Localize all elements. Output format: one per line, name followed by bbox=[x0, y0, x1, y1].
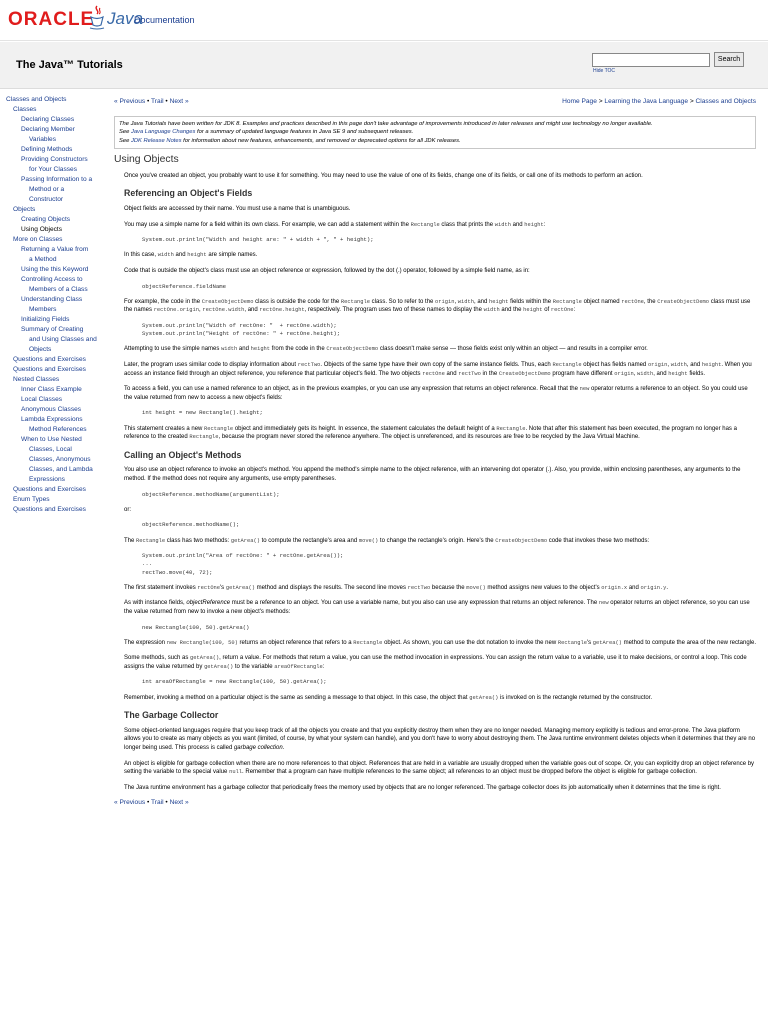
subheading-garbage-collector: The Garbage Collector bbox=[124, 710, 219, 721]
toc-item[interactable]: Understanding Class bbox=[21, 296, 83, 303]
bottom-nav bbox=[114, 799, 756, 809]
toc-item[interactable]: Defining Methods bbox=[21, 146, 73, 153]
toc-item[interactable]: Questions and Exercises bbox=[13, 356, 86, 363]
section-heading: Using Objects bbox=[114, 154, 179, 166]
toc-item[interactable]: Constructor bbox=[29, 196, 64, 203]
paragraph: or: bbox=[124, 506, 132, 513]
code-block: int areaOfRectangle = new Rectangle(100, 50).getArea(); bbox=[142, 678, 327, 686]
nav-separator: • bbox=[163, 98, 170, 105]
toc-item[interactable]: a Method bbox=[29, 256, 57, 263]
top-bar bbox=[0, 0, 768, 41]
breadcrumb-separator: > bbox=[688, 98, 696, 105]
paragraph: Later, the program uses similar code to display information about rectTwo. Objects of the same type have their own copy of the same instance fields. Thus, each Rectangle object has fields named origin, width, and height. When you access an instance field through an object reference, you reference that particular object's field. The two objects rectOne and rectTwo in the CreateObjectDemo program have different origin, width, and height fields. bbox=[124, 361, 752, 377]
toc-item[interactable]: More on Classes bbox=[13, 236, 63, 243]
paragraph: Some methods, such as getArea(), return a value. For methods that return a value, you can use the method invocation in expressions. You can assign the return value to a variable, use it to make decisions, or control a loop. This code assigns the value returned by getArea() to the variable areaOfRectangle: bbox=[124, 655, 747, 670]
toc-item[interactable]: Classes, and Lambda bbox=[29, 466, 93, 473]
note-line: The Java Tutorials have been written for JDK 8. Examples and practices described in this page don't take advantage of improvements introduced in later releases and might use technology no longer available. bbox=[119, 121, 653, 127]
toc-item[interactable]: Anonymous Classes bbox=[21, 406, 82, 413]
paragraph: Once you've created an object, you probably want to use it for something. You may need to use the value of one of its fields, change one of its fields, or call one of its methods to perform an action. bbox=[124, 172, 643, 179]
sidebar-toc bbox=[0, 95, 108, 515]
code-block: int height = new Rectangle().height; bbox=[142, 409, 263, 417]
paragraph: For example, the code in the CreateObjectDemo class is outside the code for the Rectangle class. So to refer to the origin, width, and height fields within the Rectangle object named rectOne, the CreateObjectDemo class must use the names rectOne.origin, rectOne.width, and rectOne.height, respectively. The program uses two of these names to display the width and the height of rectOne: bbox=[124, 298, 751, 314]
paragraph: The first statement invokes rectOne's getArea() method and displays the results. The second line moves rectTwo because the move() method assigns new values to the object's origin.x and origin.y. bbox=[124, 584, 669, 591]
nav-separator: • bbox=[145, 799, 152, 807]
toc-item[interactable]: Local Classes bbox=[21, 396, 63, 403]
toc-item[interactable]: Classes, Local bbox=[29, 446, 72, 453]
paragraph: To access a field, you can use a named reference to an object, as in the previous examples, or you can use any expression that returns an object reference. Recall that the new operator returns a reference to an object. So you could use the value returned from new to access a new object's fields: bbox=[124, 386, 748, 401]
toc-item[interactable]: Members of a Class bbox=[29, 286, 88, 293]
toc-item[interactable]: Variables bbox=[29, 136, 56, 143]
paragraph: The Java runtime environment has a garbage collector that periodically frees the memory used by objects that are no longer referenced. The garbage collector does its job automatically when it determines that the time is right. bbox=[124, 784, 721, 791]
trail-link[interactable]: Trail bbox=[151, 799, 164, 807]
paragraph: An object is eligible for garbage collection when there are no more references to that object. References that are held in a variable are usually dropped when the variable goes out of scope. Or, you can explicitly drop an object reference by setting the variable to the special value null. Remember that a program can have multiple references to the same object; all references to an object must be dropped before the object is eligible for garbage collection. bbox=[124, 760, 755, 776]
toc-item[interactable]: Creating Objects bbox=[21, 216, 71, 223]
toc-item[interactable]: Method or a bbox=[29, 186, 65, 193]
jdk-note bbox=[114, 116, 756, 149]
paragraph: In this case, width and height are simple names. bbox=[124, 252, 258, 259]
paragraph: The expression new Rectangle(100, 50) returns an object reference that refers to a Rectangle object. As shown, you can use the dot notation to invoke the new Rectangle's getArea() method to compute the area of the new rectangle. bbox=[124, 639, 757, 646]
next-link[interactable]: Next » bbox=[169, 98, 189, 105]
toc-item[interactable]: Returning a Value from bbox=[21, 246, 89, 253]
toc-item[interactable]: Initializing Fields bbox=[21, 316, 70, 323]
code-block: objectReference.fieldName bbox=[142, 282, 226, 290]
toc-item[interactable]: Method References bbox=[29, 426, 87, 433]
code-block: objectReference.methodName(argumentList); bbox=[142, 490, 280, 498]
search-input[interactable] bbox=[592, 53, 710, 67]
toc-item[interactable]: Using the this Keyword bbox=[21, 266, 89, 273]
toc-item[interactable]: Lambda Expressions bbox=[21, 416, 83, 423]
toc-item[interactable]: for Your Classes bbox=[29, 166, 78, 173]
next-link[interactable]: Next » bbox=[169, 799, 189, 807]
toc-item-current: Using Objects bbox=[21, 226, 63, 233]
previous-link[interactable]: « Previous bbox=[114, 98, 146, 105]
page-title: The Java™ Tutorials bbox=[16, 59, 123, 71]
code-block: new Rectangle(100, 50).getArea() bbox=[142, 623, 250, 631]
paragraph: This statement creates a new Rectangle object and immediately gets its height. In essence, the statement calculates the default height of a Rectangle. Note that after this statement has been executed, the program no longer has a reference to the created Rectangle, because the program never stored the reference anywhere. The object is unreferenced, and its resources are free to be recycled by the Java Virtual Machine. bbox=[124, 425, 737, 441]
main-content bbox=[114, 98, 756, 809]
nav-separator: • bbox=[163, 799, 170, 807]
breadcrumb-language[interactable]: Learning the Java Language bbox=[604, 98, 688, 105]
toc-item[interactable]: Summary of Creating bbox=[21, 326, 84, 333]
paragraph: Code that is outside the object's class must use an object reference or expression, followed by the dot (.) operator, followed by a simple field name, as in: bbox=[124, 267, 530, 274]
paragraph: You also use an object reference to invoke an object's method. You append the method's simple name to the object reference, with an intervening dot operator (.). Also, you provide, within enclosing parentheses, any arguments to the method. If the method does not require any arguments, use empty parentheses. bbox=[124, 467, 741, 482]
toc-item[interactable]: Classes, Anonymous bbox=[29, 456, 91, 463]
toc-item[interactable]: Questions and Exercises bbox=[13, 366, 86, 373]
top-nav bbox=[114, 98, 756, 108]
toc-item[interactable]: When to Use Nested bbox=[21, 436, 82, 443]
code-block: System.out.println("Area of rectOne: " + rectOne.getArea()); ... rectTwo.move(40, 72); bbox=[142, 552, 344, 576]
toc-item[interactable]: Enum Types bbox=[13, 496, 50, 503]
toc-item[interactable]: Expressions bbox=[29, 476, 65, 483]
paragraph: Object fields are accessed by their name. You must use a name that is unambiguous. bbox=[124, 206, 351, 212]
paragraph: Attempting to use the simple names width and height from the code in the CreateObjectDemo class doesn't make sense — those fields exist only within an object — and results in a compiler error. bbox=[124, 346, 648, 353]
toc-item[interactable]: Inner Class Example bbox=[21, 386, 82, 393]
toc-item[interactable]: Passing Information to a bbox=[21, 176, 93, 183]
nav-separator: • bbox=[145, 98, 152, 105]
toc-item[interactable]: Declaring Classes bbox=[21, 116, 75, 123]
breadcrumb bbox=[562, 98, 756, 107]
java-cup-icon bbox=[88, 4, 106, 30]
paragraph: Some object-oriented languages require that you keep track of all the objects you create and that you explicitly destroy them when they are no longer needed. Managing memory explicitly is tedious and error-prone. The Java platform allows you to create as many objects as you want (limited, of course, by what your system can handle), and you don't have to worry about destroying them. The Java runtime environment deletes objects when it determines that they are no longer being used. This process is called garbage collection. bbox=[124, 727, 756, 752]
code-block: System.out.println("Width and height are: " + width + ", " + height); bbox=[142, 236, 374, 244]
trail-link[interactable]: Trail bbox=[151, 98, 164, 105]
oracle-logo[interactable]: ORACLE bbox=[8, 9, 95, 30]
toc-item[interactable]: Classes and Objects bbox=[6, 96, 67, 103]
subheading-fields: Referencing an Object's Fields bbox=[124, 188, 253, 199]
code-block: System.out.println("Width of rectOne: " + rectOne.width); System.out.println("Height of rectOne: " + rectOne.height); bbox=[142, 321, 341, 338]
header-band bbox=[0, 42, 768, 89]
note-line: See Java Language Changes for a summary of updated language features in Java SE 9 and subsequent releases. bbox=[119, 129, 414, 136]
toc-item[interactable]: Nested Classes bbox=[13, 376, 60, 383]
jdk-release-notes-link[interactable]: JDK Release Notes bbox=[130, 137, 182, 144]
java-language-changes-link[interactable]: Java Language Changes bbox=[130, 129, 196, 136]
paragraph: As with instance fields, objectReference must be a reference to an object. You can use a variable name, but you also can use any expression that returns an object reference. The new operator returns an object reference, so you can use the value returned from new to invoke a new object's methods: bbox=[124, 600, 750, 615]
breadcrumb-home[interactable]: Home Page bbox=[562, 98, 597, 105]
toc-item[interactable]: Declaring Member bbox=[21, 126, 75, 133]
toc-list bbox=[0, 95, 108, 515]
toc-item[interactable]: Controlling Access to bbox=[21, 276, 83, 283]
toc-item[interactable]: Providing Constructors bbox=[21, 156, 88, 163]
toc-item[interactable]: and Using Classes and bbox=[29, 336, 97, 343]
toc-item[interactable]: Members bbox=[29, 306, 57, 313]
toc-item[interactable]: Objects bbox=[29, 346, 52, 353]
paragraph: You may use a simple name for a field within its own class. For example, we can add a statement within the Rectangle class that prints the width and height: bbox=[124, 221, 546, 228]
documentation-link[interactable]: Documentation bbox=[134, 15, 195, 25]
toc-item[interactable]: Questions and Exercises bbox=[13, 486, 86, 493]
subheading-methods: Calling an Object's Methods bbox=[124, 449, 242, 460]
toc-item[interactable]: Questions and Exercises bbox=[13, 506, 86, 513]
paragraph: The Rectangle class has two methods: getArea() to compute the rectangle's area and move() to change the rectangle's origin. Here's the CreateObjectDemo code that invokes these two methods: bbox=[124, 537, 650, 544]
toc-item[interactable]: Classes bbox=[13, 106, 37, 113]
previous-link[interactable]: « Previous bbox=[114, 799, 146, 807]
search-button[interactable]: Search bbox=[714, 52, 744, 67]
code-block: objectReference.methodName(); bbox=[142, 521, 240, 529]
hide-toc-link[interactable]: Hide TOC bbox=[593, 68, 616, 74]
note-line: See JDK Release Notes for information about new features, enhancements, and removed or deprecated options for all JDK releases. bbox=[119, 137, 461, 144]
breadcrumb-classes[interactable]: Classes and Objects bbox=[695, 98, 756, 105]
java-logo-text[interactable]: Java bbox=[107, 9, 143, 28]
paragraph: Remember, invoking a method on a particular object is the same as sending a message to that object. In this case, the object that getArea() is invoked on is the rectangle returned by the constructor. bbox=[124, 694, 653, 701]
breadcrumb-separator: > bbox=[596, 98, 605, 105]
toc-item[interactable]: Objects bbox=[13, 206, 36, 213]
